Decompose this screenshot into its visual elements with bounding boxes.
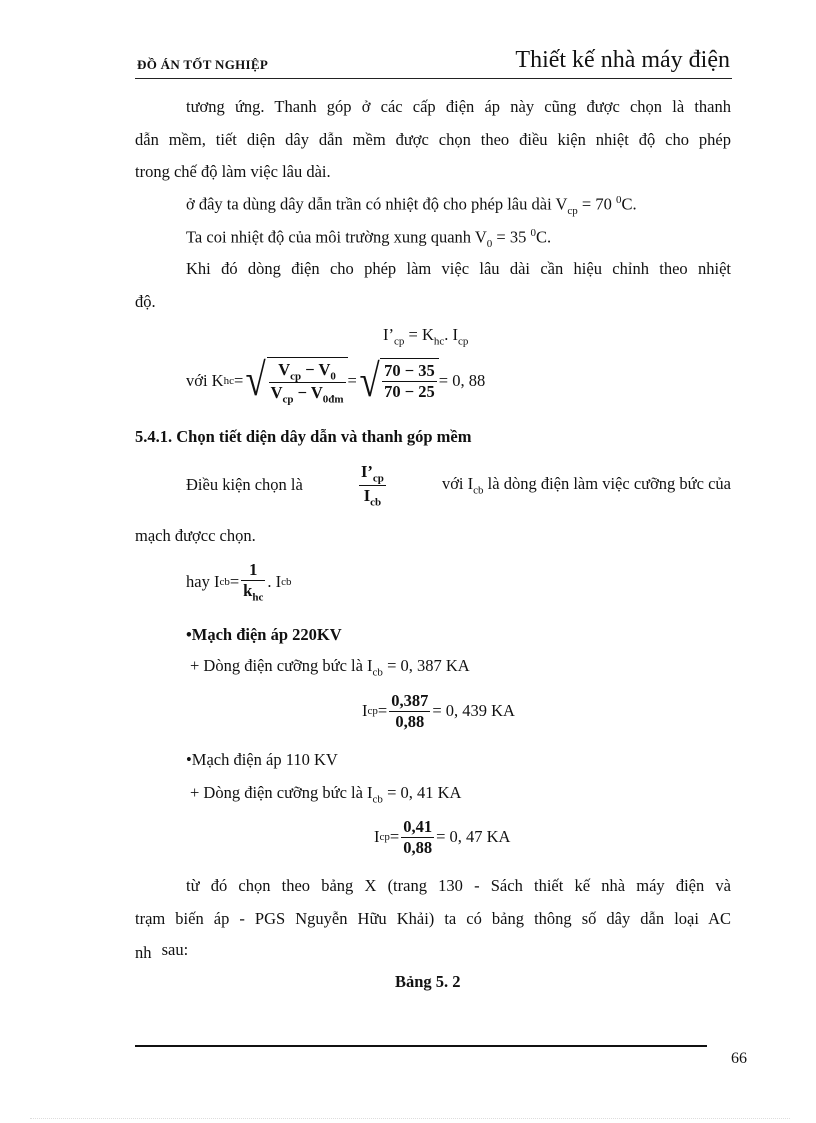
condition-line: Điều kiện chọn là $\frac{I’_{cp}}{I_{cb}}$ với $I_{cb}$ là dòng điện làm việc cưỡng bức của (186, 462, 731, 508)
equation-110kv-icp: I cp = $\frac{0,41}{0,88}$ = 0, 47 KA (374, 816, 511, 857)
section-title: 5.4.1. Chọn tiết diện dây dẫn và thanh góp mềm (135, 427, 472, 446)
equation-khc: với K hc = √ $\frac{V_{cp} - V_0}{V_{cp} - V_{0đm}}$ = √ $\frac{70 - 35}{70 - 25}$ = 0, 88 (186, 353, 486, 406)
paragraph-2: ở đây ta dùng dây dẫn trần có nhiệt độ cho phép lâu dài $V_{cp} = 70$ $^0$C. (186, 194, 637, 217)
page-number: 66 (731, 1050, 747, 1067)
paragraph-1-line-1: tương ứng. Thanh góp ở các cấp điện áp này cũng được chọn là thanh (186, 97, 731, 116)
bottom-dotted-border (30, 1118, 790, 1119)
bullet-110kv-title: •Mạch điện áp 110 KV (186, 750, 338, 769)
equation-icp-corrected: $I’_{cp} = K_{hc}$. $I_{cp}$ (383, 325, 469, 348)
header-title: Thiết kế nhà máy điện (515, 47, 730, 73)
header-left: ĐỒ ÁN TỐT NGHIỆP (137, 57, 269, 72)
paragraph-5-line-1: từ đó chọn theo bảng X (trang 130 - Sách thiết kế nhà máy điện và (186, 876, 731, 895)
condition-line-2: mạch đượcc chọn. (135, 526, 256, 545)
paragraph-3: Ta coi nhiệt độ của môi trường xung quanh $V_0 = 35$ $^0$C. (186, 227, 552, 250)
sqrt-numeric: √ $\frac{70 - 35}{70 - 25}$ (357, 358, 439, 404)
paragraph-4-line-2: độ. (135, 292, 156, 311)
paragraph-4-line-1: Khi đó dòng điện cho phép làm việc lâu dài cần hiệu chỉnh theo nhiệt (186, 259, 731, 278)
sqrt-symbolic: √ $\frac{V_{cp} - V_0}{V_{cp} - V_{0đm}}$ (243, 357, 347, 406)
equation-220kv-icp: I cp = $\frac{0,387}{0,88}$ = 0, 439 KA (362, 690, 515, 731)
bullet-110kv-current: + Dòng điện cưỡng bức là $I_{cb} = 0$, 41 KA (190, 783, 462, 806)
paragraph-1-line-3: trong chế độ làm việc lâu dài. (135, 162, 331, 181)
bullet-220kv-title: •Mạch điện áp 220KV (186, 625, 342, 644)
footer-divider (135, 1045, 707, 1047)
paragraph-5-line-2: trạm biến áp - PGS Nguyễn Hữu Khải) ta có bảng thông số dây dẫn loại AC (135, 909, 731, 928)
condition-fraction: $\frac{I’_{cp}}{I_{cb}}$ (360, 462, 384, 508)
equation-icb: hay I cb = $\frac{1}{k_{hc}}$ . I cb (186, 560, 292, 604)
bullet-220kv-current: + Dòng điện cưỡng bức là $I_{cb} = 0$, 387 KA (190, 656, 470, 679)
paragraph-1-line-2: dẫn mềm, tiết diện dây dẫn mềm được chọn theo điều kiện nhiệt độ cho phép (135, 130, 731, 149)
table-caption: Bảng 5. 2 (395, 972, 461, 991)
header-divider (135, 78, 732, 79)
paragraph-5-line-3: nh sau: (135, 940, 189, 962)
